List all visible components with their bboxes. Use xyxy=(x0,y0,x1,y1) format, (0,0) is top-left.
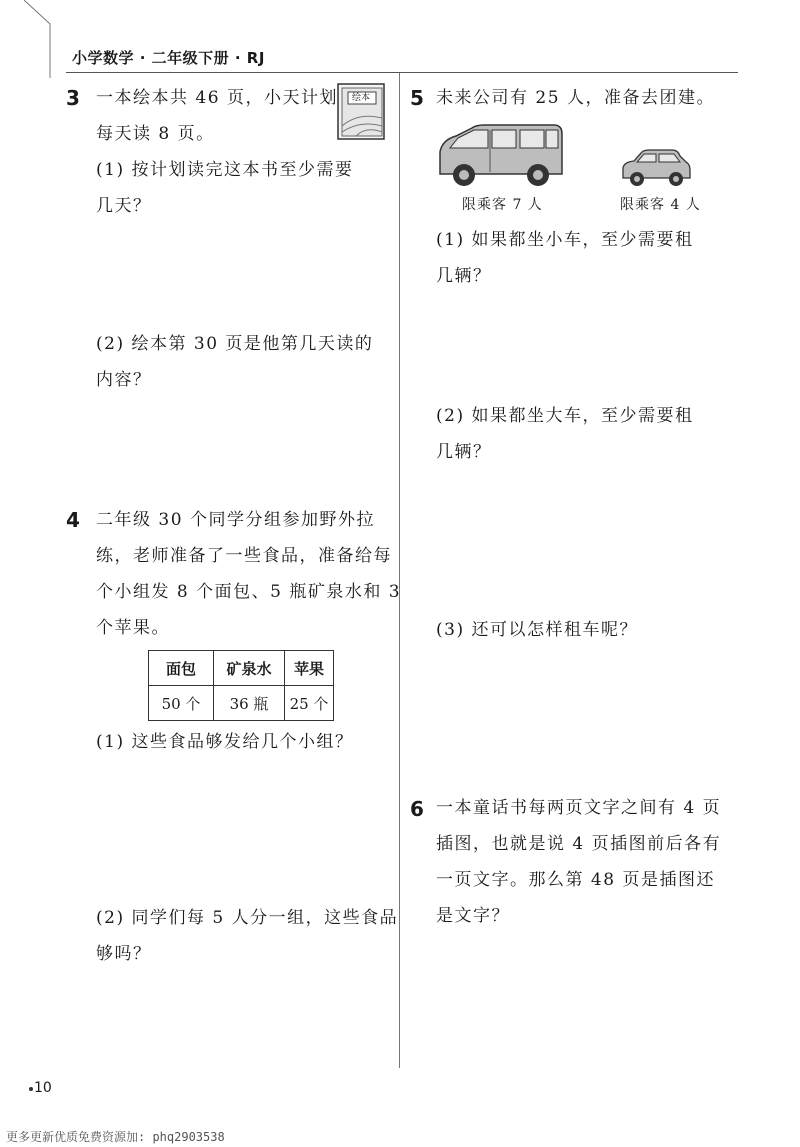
problem-4-number: 4 xyxy=(66,508,80,532)
watermark-text: 更多更新优质免费资源加: phq2903538 xyxy=(6,1130,225,1144)
table-header-row xyxy=(149,651,334,686)
problem-3-line-1: 一本绘本共 46 页，小天计划 xyxy=(96,88,338,108)
problem-3-number: 3 xyxy=(66,86,80,110)
problem-3-q2-line-1: (2) 绘本第 30 页是他第几天读的 xyxy=(96,334,374,354)
problem-5-q2-line-2: 几辆？ xyxy=(436,442,492,462)
table-header-water: 矿泉水 xyxy=(214,651,285,686)
picture-book-icon xyxy=(336,82,388,142)
problem-4-line-4: 个苹果。 xyxy=(96,618,170,638)
problem-6-line-1: 一本童话书每两页文字之间有 4 页 xyxy=(436,798,722,818)
problem-5-q1-line-2: 几辆？ xyxy=(436,266,492,286)
problem-4-q2-line-1: (2) 同学们每 5 人分一组，这些食品 xyxy=(96,908,399,928)
problem-5-q3: (3) 还可以怎样租车呢？ xyxy=(436,620,638,640)
table-header-apple: 苹果 xyxy=(285,651,334,686)
problem-4-line-2: 练，老师准备了一些食品，准备给每 xyxy=(96,546,392,566)
problem-3-q2-line-2: 内容？ xyxy=(96,370,152,390)
van-illustration xyxy=(436,122,566,190)
problem-5-q2-line-1: (2) 如果都坐大车，至少需要租 xyxy=(436,406,694,426)
problem-4-line-1: 二年级 30 个同学分组参加野外拉 xyxy=(96,510,375,530)
page-number: 10 xyxy=(34,1080,52,1096)
column-divider xyxy=(399,73,400,1068)
problem-3-q1-line-2: 几天？ xyxy=(96,196,152,216)
problem-4-q1: (1) 这些食品够发给几个小组？ xyxy=(96,732,354,752)
page-header-title: 小学数学 · 二年级下册 · RJ xyxy=(72,49,265,67)
problem-3-q1-line-1: (1) 按计划读完这本书至少需要 xyxy=(96,160,354,180)
problem-5-number: 5 xyxy=(410,86,424,110)
table-cell-apple: 25 个 xyxy=(285,686,334,721)
van-capacity-label: 限乘客 7 人 xyxy=(462,197,543,213)
problem-4-q2-line-2: 够吗？ xyxy=(96,944,152,964)
problem-4-line-3: 个小组发 8 个面包、5 瓶矿泉水和 3 xyxy=(96,582,402,602)
problem-6-line-2: 插图，也就是说 4 页插图前后各有 xyxy=(436,834,722,854)
page-number-dot xyxy=(29,1087,33,1091)
problem-5-line-1: 未来公司有 25 人，准备去团建。 xyxy=(436,88,715,108)
food-supply-table xyxy=(148,650,334,721)
problem-5-q1-line-1: (1) 如果都坐小车，至少需要租 xyxy=(436,230,694,250)
problem-6-number: 6 xyxy=(410,797,424,821)
table-row xyxy=(149,686,334,721)
table-cell-water: 36 瓶 xyxy=(214,686,285,721)
car-capacity-label: 限乘客 4 人 xyxy=(620,197,701,213)
page-corner-decoration xyxy=(0,0,70,80)
book-cover-label: 绘本 xyxy=(352,93,371,103)
problem-3-line-2: 每天读 8 页。 xyxy=(96,124,215,144)
table-header-bread: 面包 xyxy=(149,651,214,686)
header-rule xyxy=(66,72,738,73)
problem-6-line-3: 一页文字。那么第 48 页是插图还 xyxy=(436,870,715,890)
table-cell-bread: 50 个 xyxy=(149,686,214,721)
problem-6-line-4: 是文字？ xyxy=(436,906,510,926)
small-car-illustration xyxy=(620,148,692,188)
